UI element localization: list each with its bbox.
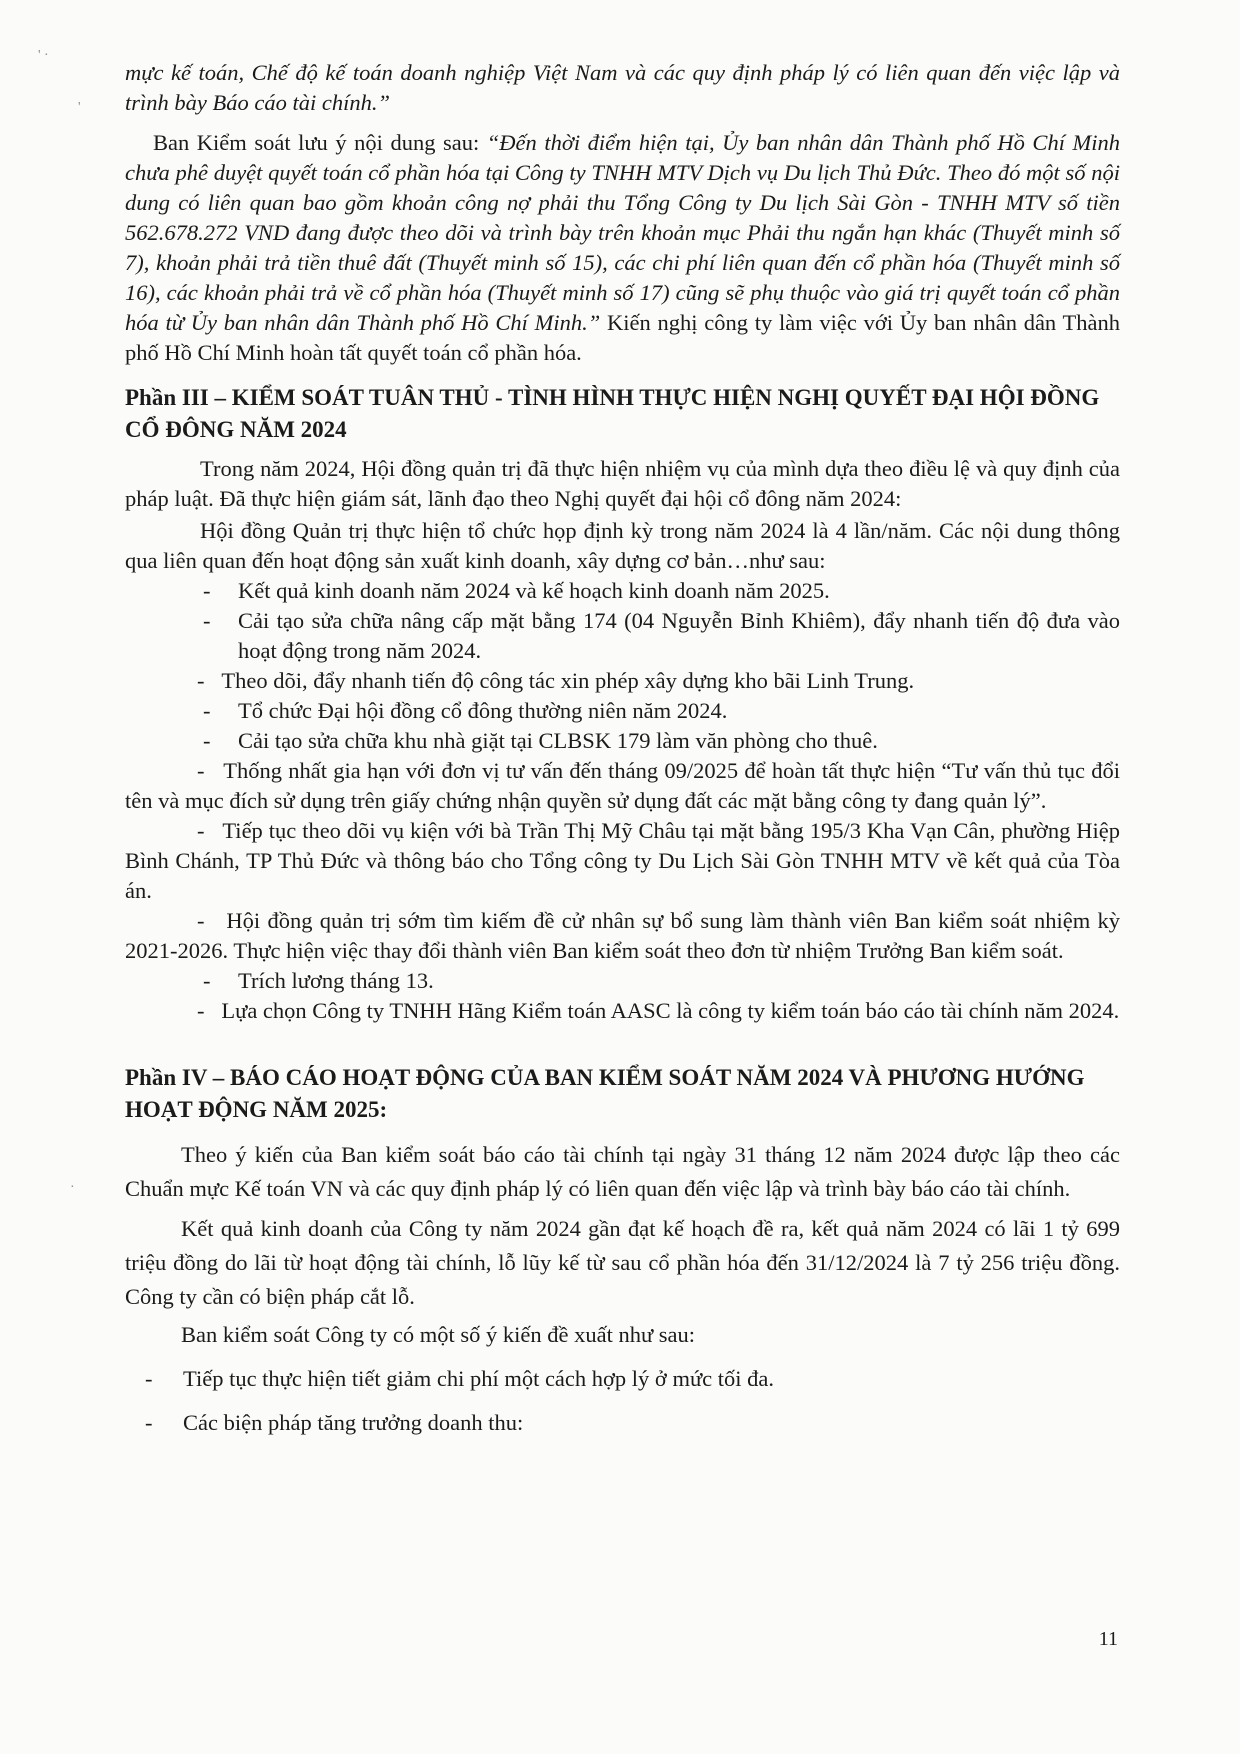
part4-heading: Phần IV – BÁO CÁO HOẠT ĐỘNG CỦA BAN KIỂM SOÁT NĂM 2024 VÀ PHƯƠNG HƯỚNG HOẠT ĐỘNG NĂM 2025: xyxy=(125,1065,1085,1122)
part4-paragraph-3: Ban kiểm soát Công ty có một số ý kiến đề xuất như sau: xyxy=(181,1322,696,1347)
part4-paragraph-1: Theo ý kiến của Ban kiểm soát báo cáo tài chính tại ngày 31 tháng 12 năm 2024 được lập theo các Chuẩn mực Kế toán VN và các quy định pháp lý có liên quan đến việc lập và trình bày báo cáo tài chính. xyxy=(125,1142,1120,1201)
list-item: - Tiếp tục theo dõi vụ kiện với bà Trần Thị Mỹ Châu tại mặt bằng 195/3 Kha Vạn Cân, phường Hiệp Bình Chánh, TP Thủ Đức và thông báo cho Tổng công ty Du Lịch Sài Gòn TNHH MTV về kết quả của Tòa án. xyxy=(125,818,1121,903)
part4-paragraph-2: Kết quả kinh doanh của Công ty năm 2024 gần đạt kế hoạch đề ra, kết quả năm 2024 có lãi 1 tỷ 699 triệu đồng do lãi từ hoạt động tài chính, lỗ lũy kế từ sau cổ phần hóa đến 31/12/2024 là 7 tỷ 256 triệu đồng. Công ty cần có biện pháp cắt lỗ. xyxy=(125,1216,1120,1309)
page-content xyxy=(125,58,1120,1438)
list-item: - Trích lương tháng 13. xyxy=(203,968,434,993)
part3-paragraph-1: Trong năm 2024, Hội đồng quản trị đã thực hiện nhiệm vụ của mình dựa theo điều lệ và quy định của pháp luật. Đã thực hiện giám sát, lãnh đạo theo Nghị quyết đại hội cổ đông năm 2024: xyxy=(125,456,1120,511)
intro-ending: mực kế toán, Chế độ kế toán doanh nghiệp Việt Nam và các quy định pháp lý có liên quan đến việc lập và trình bày Báo cáo tài chính.” xyxy=(125,60,1120,115)
scan-speck: ' xyxy=(78,100,81,115)
list-item: - Theo dõi, đẩy nhanh tiến độ công tác xin phép xây dựng kho bãi Linh Trung. xyxy=(197,668,915,693)
list-item: - Hội đồng quản trị sớm tìm kiếm đề cử nhân sự bổ sung làm thành viên Ban kiểm soát nhiệm kỳ 2021-2026. Thực hiện việc thay đổi thành viên Ban kiểm soát theo đơn từ nhiệm Trưởng Ban kiểm soát. xyxy=(125,908,1120,963)
list-item: - Thống nhất gia hạn với đơn vị tư vấn đến tháng 09/2025 để hoàn tất thực hiện “Tư vấn thủ tục đổi tên và mục đích sử dụng trên giấy chứng nhận quyền sử dụng đất các mặt bằng công ty đang quản lý”. xyxy=(125,758,1120,813)
part3-list xyxy=(125,576,1120,1026)
list-item: - Cải tạo sửa chữa nâng cấp mặt bằng 174 (04 Nguyễn Bỉnh Khiêm), đẩy nhanh tiến độ đưa vào hoạt động trong năm 2024. xyxy=(203,608,1120,663)
part3-heading: Phần III – KIỂM SOÁT TUÂN THỦ - TÌNH HÌNH THỰC HIỆN NGHỊ QUYẾT ĐẠI HỘI ĐỒNG CỔ ĐÔNG NĂM 2024 xyxy=(125,385,1100,442)
list-item: - Cải tạo sửa chữa khu nhà giặt tại CLBSK 179 làm văn phòng cho thuê. xyxy=(203,728,878,753)
list-item: - Lựa chọn Công ty TNHH Hãng Kiểm toán AASC là công ty kiểm toán báo cáo tài chính năm 2024. xyxy=(197,998,1120,1023)
list-item: - Các biện pháp tăng trưởng doanh thu: xyxy=(145,1410,524,1435)
list-item: - Kết quả kinh doanh năm 2024 và kế hoạch kinh doanh năm 2025. xyxy=(203,578,830,603)
list-item: - Tổ chức Đại hội đồng cổ đông thường niên năm 2024. xyxy=(203,698,728,723)
page-number: 11 xyxy=(1098,1628,1118,1650)
note-quote: “Đến thời điểm hiện tại, Ủy ban nhân dân Thành phố Hồ Chí Minh chưa phê duyệt quyết toán cổ phần hóa tại Công ty TNHH MTV Dịch vụ Du lịch Thủ Đức. Theo đó một số nội dung có liên quan bao gồm khoản công nợ phải thu Tổng Công ty Du lịch Sài Gòn - TNHH MTV số tiền 562.678.272 VND đang được theo dõi và trình bày trên khoản mục Phải thu ngắn hạn khác (Thuyết minh số 7), khoản phải trả tiền thuê đất (Thuyết minh số 15), các chi phí liên quan đến cổ phần hóa (Thuyết minh số 16), các khoản phải trả về cổ phần hóa (Thuyết minh số 17) cũng sẽ phụ thuộc vào giá trị quyết toán cổ phần hóa từ Ủy ban nhân dân Thành phố Hồ Chí Minh.” xyxy=(125,130,1120,335)
note-tail: Kiến nghị công ty làm việc với Ủy ban nhân dân Thành phố Hồ Chí Minh hoàn tất quyết toán cổ phần hóa. xyxy=(125,310,1120,365)
list-item: - Tiếp tục thực hiện tiết giảm chi phí một cách hợp lý ở mức tối đa. xyxy=(145,1366,774,1391)
scan-speck: ' · xyxy=(38,48,49,63)
note-lead: Ban Kiểm soát lưu ý nội dung sau: xyxy=(153,130,487,155)
control-board-note xyxy=(125,128,1120,368)
scan-speck: · xyxy=(70,1180,75,1195)
part3-paragraph-2: Hội đồng Quản trị thực hiện tổ chức họp định kỳ trong năm 2024 là 4 lần/năm. Các nội dung thông qua liên quan đến hoạt động sản xuất kinh doanh, xây dựng cơ bản…như sau: xyxy=(125,518,1120,573)
part4-list xyxy=(125,1364,1120,1438)
